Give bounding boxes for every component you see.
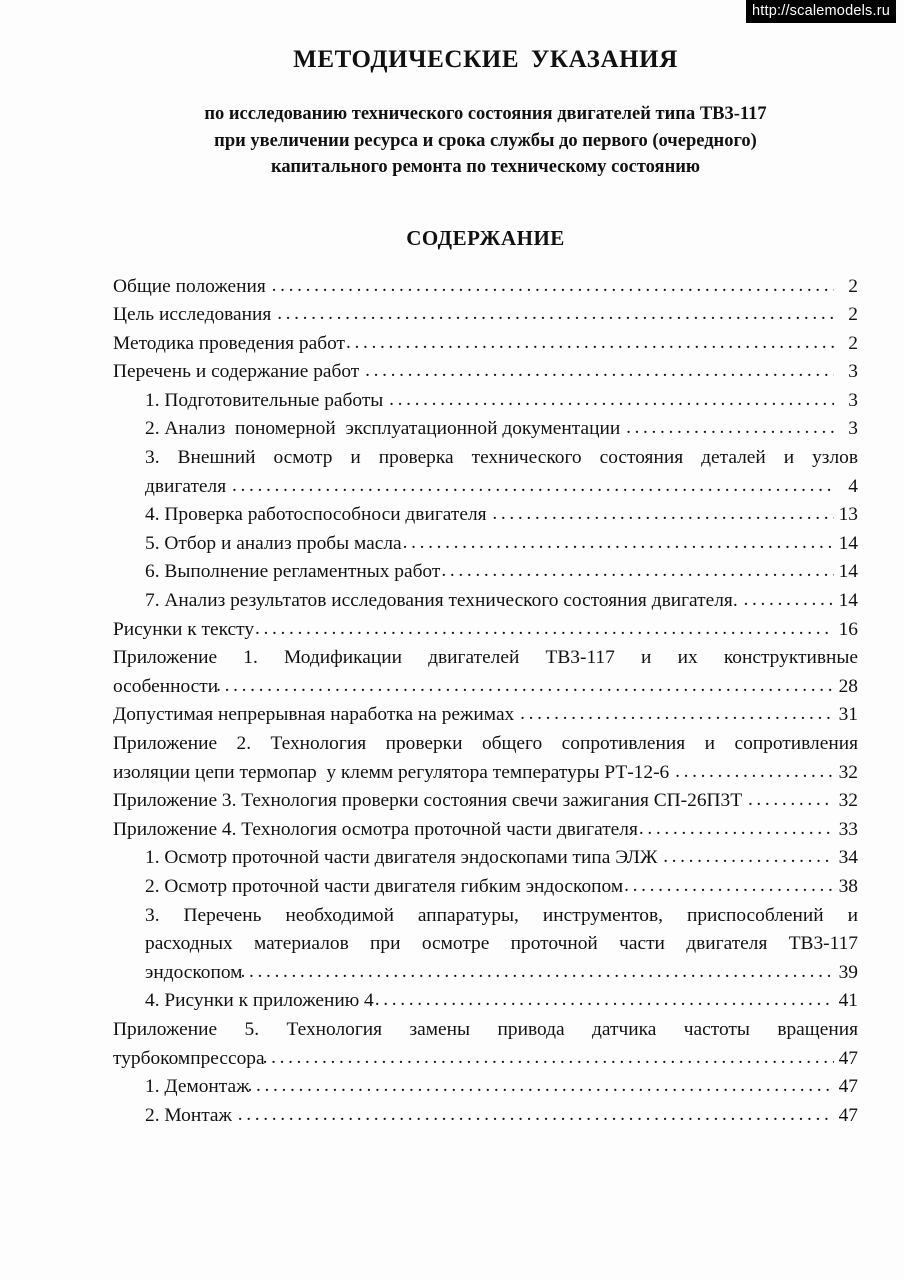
toc-row[interactable] xyxy=(113,358,858,387)
toc-row-wrapped-line[interactable]: расходных материалов при осмотре проточной части двигателя ТВ3-117 xyxy=(145,933,858,955)
toc-page-number: 28 xyxy=(838,675,858,697)
toc-row[interactable] xyxy=(113,873,858,902)
subtitle-line-3: капитального ремонта по техническому состоянию xyxy=(270,157,701,177)
toc-label: двигателя xyxy=(145,475,231,497)
toc-row[interactable] xyxy=(113,1102,858,1131)
toc-label: Рисунки к тексту xyxy=(113,618,255,640)
toc-page-number: 47 xyxy=(838,1047,858,1069)
leader-dots xyxy=(626,414,834,443)
document-subtitle xyxy=(113,75,858,181)
toc-label: турбокомпрессора xyxy=(113,1047,265,1069)
toc-page-number: 32 xyxy=(838,790,858,812)
toc-row[interactable] xyxy=(113,1073,858,1102)
subtitle-line-1: по исследованию технического состояния двигателей типа ТВ3-117 xyxy=(204,104,767,124)
toc-page-number: 14 xyxy=(838,532,858,554)
toc-label: 4. Рисунки к приложению 4 xyxy=(145,990,374,1012)
toc-row[interactable] xyxy=(113,301,858,330)
toc-page-number: 32 xyxy=(838,761,858,783)
toc-row[interactable] xyxy=(113,415,858,444)
toc-row-continuation[interactable] xyxy=(113,759,858,788)
toc-row[interactable] xyxy=(113,387,858,416)
toc-page-number: 2 xyxy=(848,275,858,297)
leader-dots xyxy=(240,958,834,987)
toc-row-continuation[interactable] xyxy=(113,1045,858,1074)
toc-label: 2. Анализ пономерной эксплуатационной документации xyxy=(145,418,626,440)
site-watermark: http://scalemodels.ru xyxy=(746,0,896,23)
toc-label: Приложение 3. Технология проверки состояния свечи зажигания СП-26П3Т xyxy=(113,790,747,812)
leader-dots xyxy=(624,872,834,901)
toc-page-number: 14 xyxy=(838,590,858,612)
document-page xyxy=(113,0,858,1130)
toc-row-continuation[interactable] xyxy=(113,673,858,702)
toc-row-continuation[interactable] xyxy=(113,473,858,502)
toc-label: эндоскопом xyxy=(145,961,243,983)
toc-label: 5. Отбор и анализ пробы масла xyxy=(145,532,402,554)
leader-dots xyxy=(232,472,834,501)
toc-row-continuation[interactable] xyxy=(113,959,858,988)
toc-label: 6. Выполнение регламентных работ xyxy=(145,561,441,583)
leader-dots xyxy=(663,843,834,872)
leader-dots xyxy=(375,986,834,1015)
toc-page-number: 34 xyxy=(838,847,858,869)
toc-page-number: 2 xyxy=(848,304,858,326)
leader-dots xyxy=(272,272,834,301)
leader-dots xyxy=(403,529,834,558)
toc-page-number: 3 xyxy=(848,361,858,383)
toc-row[interactable] xyxy=(113,530,858,559)
toc-page-number: 47 xyxy=(838,1104,858,1126)
toc-page-number: 2 xyxy=(848,332,858,354)
toc-page-number: 14 xyxy=(838,561,858,583)
leader-dots xyxy=(675,758,834,787)
toc-row[interactable] xyxy=(113,501,858,530)
toc-row-wrapped-line[interactable]: 3. Внешний осмотр и проверка технического состояния деталей и узлов xyxy=(145,447,858,469)
toc-row[interactable] xyxy=(113,616,858,645)
toc-row[interactable] xyxy=(113,816,858,845)
toc-label: особенности xyxy=(113,675,219,697)
toc-row-wrapped-line[interactable]: Приложение 5. Технология замены привода датчика частоты вращения xyxy=(113,1018,858,1040)
toc-page-number: 33 xyxy=(838,818,858,840)
toc-row[interactable] xyxy=(113,701,858,730)
leader-dots xyxy=(263,1044,834,1073)
toc-label: 4. Проверка работоспособноси двигателя xyxy=(145,504,492,526)
toc-label: Перечень и содержание работ xyxy=(113,361,365,383)
leader-dots xyxy=(255,615,834,644)
toc-page-number: 13 xyxy=(838,504,858,526)
toc-label: Цель исследования xyxy=(113,304,277,326)
toc-row-wrapped-line[interactable]: Приложение 2. Технология проверки общего сопротивления и сопротивления xyxy=(113,733,858,754)
toc-label: 1. Осмотр проточной части двигателя эндоскопами типа ЭЛЖ xyxy=(145,847,663,869)
toc-page-number: 3 xyxy=(848,418,858,440)
toc-row[interactable] xyxy=(113,787,858,816)
leader-dots xyxy=(216,672,834,701)
toc-label: Методика проведения работ xyxy=(113,332,346,354)
toc-page-number: 16 xyxy=(838,618,858,640)
toc-label: 1. Демонтаж xyxy=(145,1076,250,1098)
toc-page-number: 41 xyxy=(838,990,858,1012)
toc-label: Приложение 4. Технология осмотра проточной части двигателя xyxy=(113,818,638,840)
toc-label: 2. Осмотр проточной части двигателя гибким эндоскопом xyxy=(145,875,624,897)
leader-dots xyxy=(748,786,834,815)
toc-label: 2. Монтаж xyxy=(145,1104,237,1126)
leader-dots xyxy=(277,300,834,329)
toc-row-wrapped-line[interactable]: 3. Перечень необходимой аппаратуры, инструментов, приспособлений и xyxy=(145,904,858,926)
leader-dots xyxy=(389,386,834,415)
leader-dots xyxy=(744,586,834,615)
toc-row[interactable] xyxy=(113,330,858,359)
leader-dots xyxy=(520,700,834,729)
toc-label: Допустимая непрерывная наработка на режимах xyxy=(113,704,520,726)
table-of-contents xyxy=(113,273,858,1131)
toc-row[interactable] xyxy=(113,558,858,587)
toc-page-number: 31 xyxy=(838,704,858,726)
toc-label: изоляции цепи термопар у клемм регулятора температуры РТ-12-6 xyxy=(113,761,675,783)
toc-row-wrapped-line[interactable]: Приложение 1. Модификации двигателей ТВ3-117 и их конструктивные xyxy=(113,647,858,669)
toc-label: 1. Подготовительные работы xyxy=(145,389,389,411)
leader-dots xyxy=(346,329,834,358)
leader-dots xyxy=(492,500,834,529)
toc-row[interactable] xyxy=(113,987,858,1016)
document-title: МЕТОДИЧЕСКИЕ УКАЗАНИЯ xyxy=(293,46,678,73)
toc-row[interactable] xyxy=(113,587,858,616)
leader-dots xyxy=(639,815,834,844)
leader-dots xyxy=(365,357,834,386)
toc-page-number: 38 xyxy=(838,875,858,897)
toc-page-number: 4 xyxy=(848,475,858,497)
toc-page-number: 47 xyxy=(838,1076,858,1098)
subtitle-line-2: при увеличении ресурса и срока службы до первого (очередного) xyxy=(214,130,757,151)
toc-page-number: 3 xyxy=(848,389,858,411)
toc-page-number: 39 xyxy=(838,961,858,983)
leader-dots xyxy=(441,557,834,586)
leader-dots xyxy=(248,1072,834,1101)
toc-row[interactable] xyxy=(113,273,858,302)
contents-heading: СОДЕРЖАНИЕ xyxy=(406,225,565,250)
leader-dots xyxy=(238,1101,834,1130)
toc-row[interactable] xyxy=(113,844,858,873)
toc-label: Общие положения xyxy=(113,275,271,297)
toc-label: 7. Анализ результатов исследования технического состояния двигателя. xyxy=(145,590,743,612)
